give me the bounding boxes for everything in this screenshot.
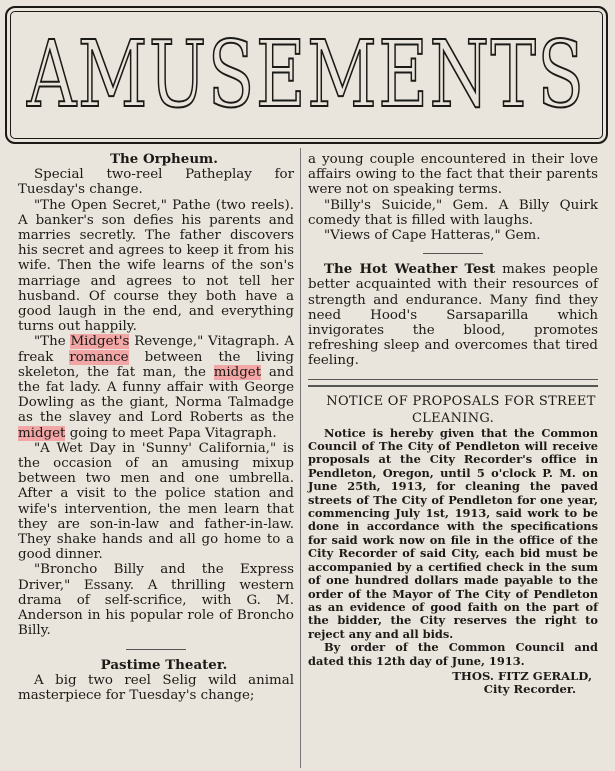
notice-paragraph: Notice is hereby given that the Common Council of The City of Pendleton will receive proposals at the City Recorder's office in Pendleton, Oregon, until 5 o'clock P. M. on June 25th, 1913, for cleaning the paved streets of The City of Pendleton for one year, commencing July 1st, 1913, said work to be done in accordance with the specifications for said work now on file in the office of the City Recorder of said City, each bid must be accompanied by a certified check in the sum of one hundred dollars made payable to the order of the Mayor of The City of Pendleton as an evidence of good faith on the part of the bidder, the City reserves the right to reject any and all bids.	[308, 425, 598, 641]
signature-name: THOS. FITZ GERALD,	[452, 668, 592, 683]
double-rule	[308, 379, 598, 387]
notice-dated: By order of the Common Council and dated this 12th day of June, 1913.	[308, 640, 598, 668]
highlight-midget: midget	[213, 364, 262, 380]
notice-body	[308, 427, 598, 696]
hoods-body: makes people better acquainted with their resources of strength and endurance. Many find they need Hood's Sarsaparilla which invigorates the blood, promotes refreshing sleep and overcomes that tired feeling.	[308, 262, 598, 369]
masthead-box	[5, 6, 608, 144]
left-column	[18, 152, 294, 703]
midgets-revenge-paragraph	[18, 334, 294, 440]
views-paragraph: "Views of Cape Hatteras," Gem.	[324, 228, 541, 244]
highlight-midgets: Midget's	[70, 334, 130, 350]
text-run: Revenge," Vitagraph. A freak	[18, 334, 294, 365]
section-rule	[126, 649, 186, 650]
signature-title: City Recorder.	[483, 681, 576, 696]
masthead-title: AMUSEMENTS	[27, 21, 586, 128]
hoods-lead: The Hot Weather Test	[324, 261, 496, 278]
column-divider	[300, 148, 301, 768]
orpheum-intro: Special two-reel Patheplay for Tuesday's change.	[18, 167, 294, 198]
pastime-heading: Pastime Theater.	[100, 656, 228, 673]
wet-day-paragraph: "A Wet Day in 'Sunny' California," is the occasion of an amusing mixup between two men and one umbrella. After a visit to the police station and wife's intervention, the men learn that they are son-in-law and father-in-law. They shake hands and all go home to a good dinner.	[18, 440, 294, 563]
notice-title: NOTICE OF PROPOSALS FOR STREET CLEANING.	[326, 393, 596, 426]
billys-suicide-paragraph: "Billy's Suicide," Gem. A Billy Quirk comedy that is filled with laughs.	[308, 197, 598, 228]
text-run: "The	[34, 334, 71, 350]
pastime-intro: A big two reel Selig wild animal masterpiece for Tuesday's change;	[18, 672, 294, 703]
hoods-advert	[308, 262, 598, 368]
text-run: between the living skeleton, the fat man, the	[18, 349, 295, 380]
section-rule	[423, 253, 483, 254]
highlight-romance: romance	[69, 349, 129, 365]
orpheum-heading: The Orpheum.	[110, 151, 218, 167]
continued-paragraph: a young couple encountered in their love affairs owing to the fact that their parents were not on speaking terms.	[308, 152, 598, 198]
open-secret-paragraph: "The Open Secret," Pathe (two reels). A banker's son defies his parents and marries secretly. The father discovers his secret and agrees to keep it from his wife. Then the wife learns of the son's marriage and agrees to not tell her husband. Of course they both have a good laugh in the end, and everything turns out happily.	[18, 197, 294, 335]
right-column	[308, 152, 598, 696]
broncho-billy-paragraph: "Broncho Billy and the Express Driver," Essany. A thrilling western drama of self-scrifice, with G. M. Anderson in his popular role of Broncho Billy.	[18, 562, 294, 639]
highlight-midget: midget	[18, 425, 66, 441]
text-run: going to meet Papa Vitagraph.	[65, 425, 277, 441]
text-run: and the fat lady. A funny affair with George Dowling as the giant, Norma Talmadge as the slavey and Lord Roberts as the	[18, 364, 295, 426]
